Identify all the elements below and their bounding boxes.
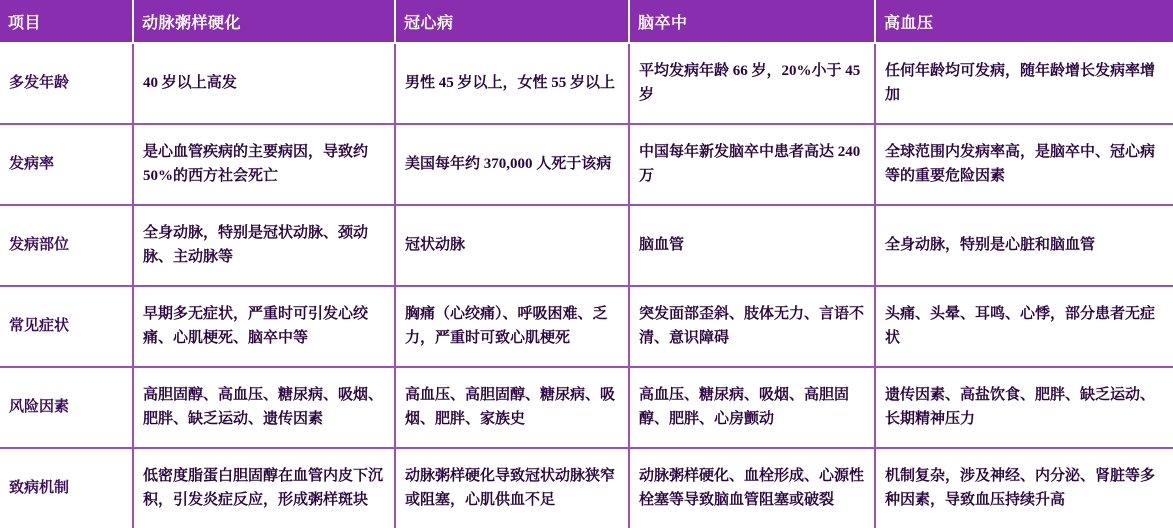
table-row bbox=[0, 286, 1173, 367]
column-header-hypertension: 高血压 bbox=[875, 0, 1173, 43]
header-row bbox=[0, 0, 1173, 43]
column-header-item: 项目 bbox=[0, 0, 133, 43]
cell-age-chd: 男性 45 岁以上，女性 55 岁以上 bbox=[395, 43, 629, 124]
cell-risk-chd: 高血压、高胆固醇、糖尿病、吸烟、肥胖、家族史 bbox=[395, 367, 629, 448]
cell-mechanism-atherosclerosis: 低密度脂蛋白胆固醇在血管内皮下沉积，引发炎症反应，形成粥样斑块 bbox=[133, 448, 395, 528]
column-header-stroke: 脑卒中 bbox=[629, 0, 875, 43]
row-header-site: 发病部位 bbox=[0, 205, 133, 286]
row-header-risk-factors: 风险因素 bbox=[0, 367, 133, 448]
row-header-incidence: 发病率 bbox=[0, 124, 133, 205]
column-header-atherosclerosis: 动脉粥样硬化 bbox=[133, 0, 395, 43]
cell-site-stroke: 脑血管 bbox=[629, 205, 875, 286]
table-row bbox=[0, 205, 1173, 286]
cell-incidence-stroke: 中国每年新发脑卒中患者高达 240 万 bbox=[629, 124, 875, 205]
cell-symptoms-atherosclerosis: 早期多无症状，严重时可引发心绞痛、心肌梗死、脑卒中等 bbox=[133, 286, 395, 367]
row-header-mechanism: 致病机制 bbox=[0, 448, 133, 528]
cell-incidence-hypertension: 全球范围内发病率高，是脑卒中、冠心病等的重要危险因素 bbox=[875, 124, 1173, 205]
cell-mechanism-hypertension: 机制复杂，涉及神经、内分泌、肾脏等多种因素，导致血压持续升高 bbox=[885, 468, 1156, 508]
cell-mechanism-stroke: 动脉粥样硬化、血栓形成、心源性栓塞等导致脑血管阻塞或破裂 bbox=[629, 448, 875, 528]
cell-incidence-chd: 美国每年约 370,000 人死于该病 bbox=[395, 124, 629, 205]
cell-risk-atherosclerosis: 高胆固醇、高血压、糖尿病、吸烟、肥胖、缺乏运动、遗传因素 bbox=[133, 367, 395, 448]
cell-age-stroke: 平均发病年龄 66 岁，20%小于 45 岁 bbox=[629, 43, 875, 124]
table-header bbox=[0, 0, 1173, 43]
column-header-coronary-heart-disease: 冠心病 bbox=[395, 0, 629, 43]
table-row bbox=[0, 43, 1173, 124]
table-row bbox=[0, 124, 1173, 205]
table-row bbox=[0, 448, 1173, 528]
cell-site-chd: 冠状动脉 bbox=[395, 205, 629, 286]
cell-site-atherosclerosis: 全身动脉，特别是冠状动脉、颈动脉、主动脉等 bbox=[133, 205, 395, 286]
table-row bbox=[0, 367, 1173, 448]
cell-age-hypertension: 任何年龄均可发病，随年龄增长发病率增加 bbox=[875, 43, 1173, 124]
cell-site-hypertension: 全身动脉，特别是心脏和脑血管 bbox=[875, 205, 1173, 286]
cell-risk-hypertension: 遗传因素、高盐饮食、肥胖、缺乏运动、长期精神压力 bbox=[875, 367, 1173, 448]
row-header-symptoms: 常见症状 bbox=[0, 286, 133, 367]
cell-mechanism-chd: 动脉粥样硬化导致冠状动脉狭窄或阻塞，心肌供血不足 bbox=[395, 448, 629, 528]
table-body bbox=[0, 43, 1173, 528]
cell-age-atherosclerosis: 40 岁以上高发 bbox=[133, 43, 395, 124]
cell-incidence-atherosclerosis: 是心血管疾病的主要病因，导致约 50%的西方社会死亡 bbox=[133, 124, 395, 205]
cell-symptoms-hypertension: 头痛、头晕、耳鸣、心悸，部分患者无症状 bbox=[875, 286, 1173, 367]
cell-symptoms-stroke: 突发面部歪斜、肢体无力、言语不清、意识障碍 bbox=[629, 286, 875, 367]
row-header-age: 多发年龄 bbox=[0, 43, 133, 124]
cell-symptoms-chd: 胸痛（心绞痛）、呼吸困难、乏力，严重时可致心肌梗死 bbox=[395, 286, 629, 367]
cell-risk-stroke: 高血压、糖尿病、吸烟、高胆固醇、肥胖、心房颤动 bbox=[629, 367, 875, 448]
